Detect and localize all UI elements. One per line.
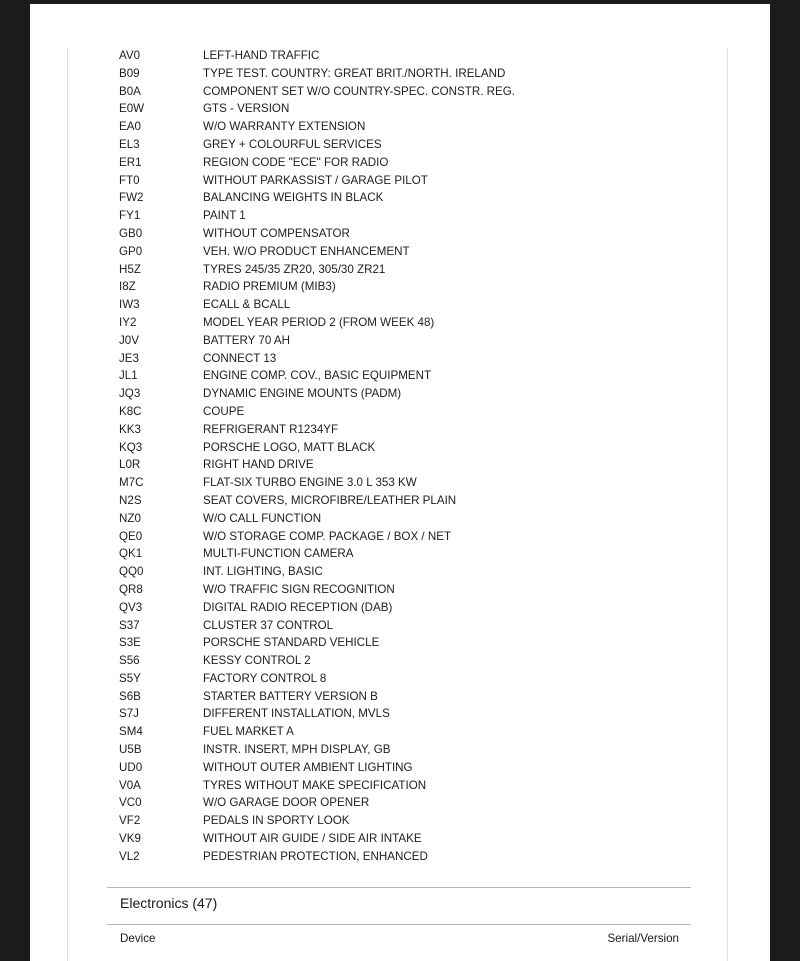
option-code: B0A: [119, 84, 141, 98]
equipment-code-row: [30, 83, 770, 101]
equipment-code-row: [30, 581, 770, 599]
option-description: DIGITAL RADIO RECEPTION (DAB): [203, 600, 393, 614]
option-description: W/O GARAGE DOOR OPENER: [203, 796, 370, 810]
option-code: SM4: [119, 725, 143, 739]
serial-version-column-header: Serial/Version: [607, 932, 679, 945]
option-code: S5Y: [119, 671, 141, 685]
option-code: E0W: [119, 102, 145, 116]
equipment-code-row: [30, 670, 770, 688]
option-description: GTS - VERSION: [203, 102, 290, 116]
option-code: EA0: [119, 120, 141, 134]
option-description: W/O TRAFFIC SIGN RECOGNITION: [203, 582, 395, 596]
option-description: CLUSTER 37 CONTROL: [203, 618, 334, 632]
option-code: S3E: [119, 636, 141, 650]
equipment-code-row: [30, 563, 770, 581]
option-description: FLAT-SIX TURBO ENGINE 3.0 L 353 KW: [203, 476, 417, 490]
option-description: PEDALS IN SPORTY LOOK: [203, 814, 350, 828]
option-code: S6B: [119, 689, 141, 703]
option-description: VEH. W/O PRODUCT ENHANCEMENT: [203, 244, 410, 258]
option-description: PEDESTRIAN PROTECTION, ENHANCED: [203, 849, 428, 863]
equipment-code-list: [30, 47, 770, 866]
option-code: JL1: [119, 369, 138, 383]
equipment-code-row: [30, 759, 770, 777]
section-divider: [107, 887, 691, 888]
option-description: COMPONENT SET W/O COUNTRY-SPEC. CONSTR. REG.: [203, 84, 515, 98]
equipment-code-row: [30, 350, 770, 368]
option-description: W/O WARRANTY EXTENSION: [203, 120, 366, 134]
option-description: LEFT-HAND TRAFFIC: [203, 49, 320, 62]
option-description: WITHOUT AIR GUIDE / SIDE AIR INTAKE: [203, 832, 422, 846]
equipment-code-row: [30, 830, 770, 848]
equipment-code-row: [30, 439, 770, 457]
equipment-code-row: [30, 688, 770, 706]
equipment-code-row: [30, 332, 770, 350]
option-description: GREY + COLOURFUL SERVICES: [203, 137, 382, 151]
option-code: S56: [119, 654, 140, 668]
equipment-code-row: [30, 474, 770, 492]
option-description: PORSCHE LOGO, MATT BLACK: [203, 440, 376, 454]
equipment-code-row: [30, 794, 770, 812]
option-code: VK9: [119, 832, 141, 846]
option-description: W/O STORAGE COMP. PACKAGE / BOX / NET: [203, 529, 452, 543]
equipment-code-row: [30, 723, 770, 741]
equipment-code-row: [30, 545, 770, 563]
equipment-code-row: [30, 154, 770, 172]
equipment-code-row: [30, 617, 770, 635]
option-code: FT0: [119, 173, 140, 187]
option-code: U5B: [119, 743, 142, 757]
option-code: GP0: [119, 244, 143, 258]
option-code: IW3: [119, 298, 140, 312]
option-description: INT. LIGHTING, BASIC: [203, 565, 323, 579]
option-code: J0V: [119, 333, 139, 347]
option-code: L0R: [119, 458, 141, 472]
option-description: FUEL MARKET A: [203, 725, 294, 739]
option-code: UD0: [119, 760, 143, 774]
option-description: PAINT 1: [203, 209, 246, 223]
equipment-code-row: [30, 243, 770, 261]
option-code: KK3: [119, 422, 141, 436]
option-code: FY1: [119, 209, 141, 223]
option-description: RIGHT HAND DRIVE: [203, 458, 314, 472]
option-description: STARTER BATTERY VERSION B: [203, 689, 378, 703]
option-code: AV0: [119, 49, 141, 62]
option-code: K8C: [119, 404, 142, 418]
option-code: QK1: [119, 547, 143, 561]
equipment-code-row: [30, 207, 770, 225]
option-code: VC0: [119, 796, 142, 810]
option-code: M7C: [119, 476, 144, 490]
option-description: WITHOUT OUTER AMBIENT LIGHTING: [203, 760, 413, 774]
equipment-code-row: [30, 172, 770, 190]
section-header-divider: [107, 924, 691, 925]
option-description: ECALL & BCALL: [203, 298, 291, 312]
equipment-code-row: [30, 65, 770, 83]
option-code: VL2: [119, 849, 140, 863]
option-code: S37: [119, 618, 140, 632]
equipment-code-row: [30, 100, 770, 118]
option-code: I8Z: [119, 280, 136, 294]
option-description: DIFFERENT INSTALLATION, MVLS: [203, 707, 390, 721]
equipment-code-row: [30, 47, 770, 65]
equipment-code-row: [30, 278, 770, 296]
equipment-code-row: [30, 634, 770, 652]
option-code: IY2: [119, 315, 137, 329]
option-description: WITHOUT PARKASSIST / GARAGE PILOT: [203, 173, 428, 187]
option-description: BALANCING WEIGHTS IN BLACK: [203, 191, 384, 205]
option-code: S7J: [119, 707, 139, 721]
option-description: KESSY CONTROL 2: [203, 654, 311, 668]
option-code: QR8: [119, 582, 143, 596]
equipment-code-row: [30, 741, 770, 759]
equipment-code-row: [30, 492, 770, 510]
equipment-code-row: [30, 314, 770, 332]
equipment-code-row: [30, 848, 770, 866]
equipment-code-row: [30, 456, 770, 474]
option-description: SEAT COVERS, MICROFIBRE/LEATHER PLAIN: [203, 493, 457, 507]
option-code: NZ0: [119, 511, 141, 525]
equipment-code-row: [30, 705, 770, 723]
option-code: VF2: [119, 814, 141, 828]
option-description: FACTORY CONTROL 8: [203, 671, 327, 685]
option-description: REGION CODE "ECE" FOR RADIO: [203, 155, 389, 169]
equipment-code-row: [30, 652, 770, 670]
option-description: TYPE TEST. COUNTRY: GREAT BRIT./NORTH. IRELAND: [203, 66, 506, 80]
option-description: CONNECT 13: [203, 351, 277, 365]
option-description: DYNAMIC ENGINE MOUNTS (PADM): [203, 387, 402, 401]
equipment-code-row: [30, 812, 770, 830]
document-page: [30, 4, 770, 961]
option-code: H5Z: [119, 262, 141, 276]
electronics-section-title: Electronics (47): [120, 895, 218, 911]
option-code: JE3: [119, 351, 139, 365]
option-description: TYRES WITHOUT MAKE SPECIFICATION: [203, 778, 427, 792]
option-code: V0A: [119, 778, 141, 792]
option-description: WITHOUT COMPENSATOR: [203, 226, 350, 240]
option-code: B09: [119, 66, 140, 80]
option-description: REFRIGERANT R1234YF: [203, 422, 339, 436]
equipment-code-row: [30, 599, 770, 617]
equipment-code-row: [30, 385, 770, 403]
option-code: N2S: [119, 493, 142, 507]
option-description: TYRES 245/35 ZR20, 305/30 ZR21: [203, 262, 386, 276]
equipment-code-row: [30, 136, 770, 154]
option-description: MODEL YEAR PERIOD 2 (FROM WEEK 48): [203, 315, 435, 329]
option-description: INSTR. INSERT, MPH DISPLAY, GB: [203, 743, 391, 757]
equipment-code-row: [30, 528, 770, 546]
equipment-code-row: [30, 421, 770, 439]
option-description: MULTI-FUNCTION CAMERA: [203, 547, 354, 561]
device-column-header: Device: [120, 932, 156, 945]
option-description: COUPE: [203, 404, 245, 418]
equipment-code-row: [30, 777, 770, 795]
option-code: ER1: [119, 155, 142, 169]
option-description: W/O CALL FUNCTION: [203, 511, 322, 525]
equipment-code-row: [30, 261, 770, 279]
equipment-code-row: [30, 296, 770, 314]
option-code: FW2: [119, 191, 144, 205]
option-description: BATTERY 70 AH: [203, 333, 290, 347]
option-description: RADIO PREMIUM (MIB3): [203, 280, 336, 294]
option-code: GB0: [119, 226, 143, 240]
equipment-code-row: [30, 225, 770, 243]
option-description: ENGINE COMP. COV., BASIC EQUIPMENT: [203, 369, 432, 383]
option-code: QE0: [119, 529, 143, 543]
option-code: QV3: [119, 600, 143, 614]
equipment-code-row: [30, 403, 770, 421]
option-code: EL3: [119, 137, 140, 151]
option-code: KQ3: [119, 440, 143, 454]
option-description: PORSCHE STANDARD VEHICLE: [203, 636, 380, 650]
equipment-code-row: [30, 118, 770, 136]
equipment-code-row: [30, 367, 770, 385]
equipment-code-row: [30, 189, 770, 207]
equipment-code-row: [30, 510, 770, 528]
option-code: QQ0: [119, 565, 144, 579]
option-code: JQ3: [119, 387, 141, 401]
